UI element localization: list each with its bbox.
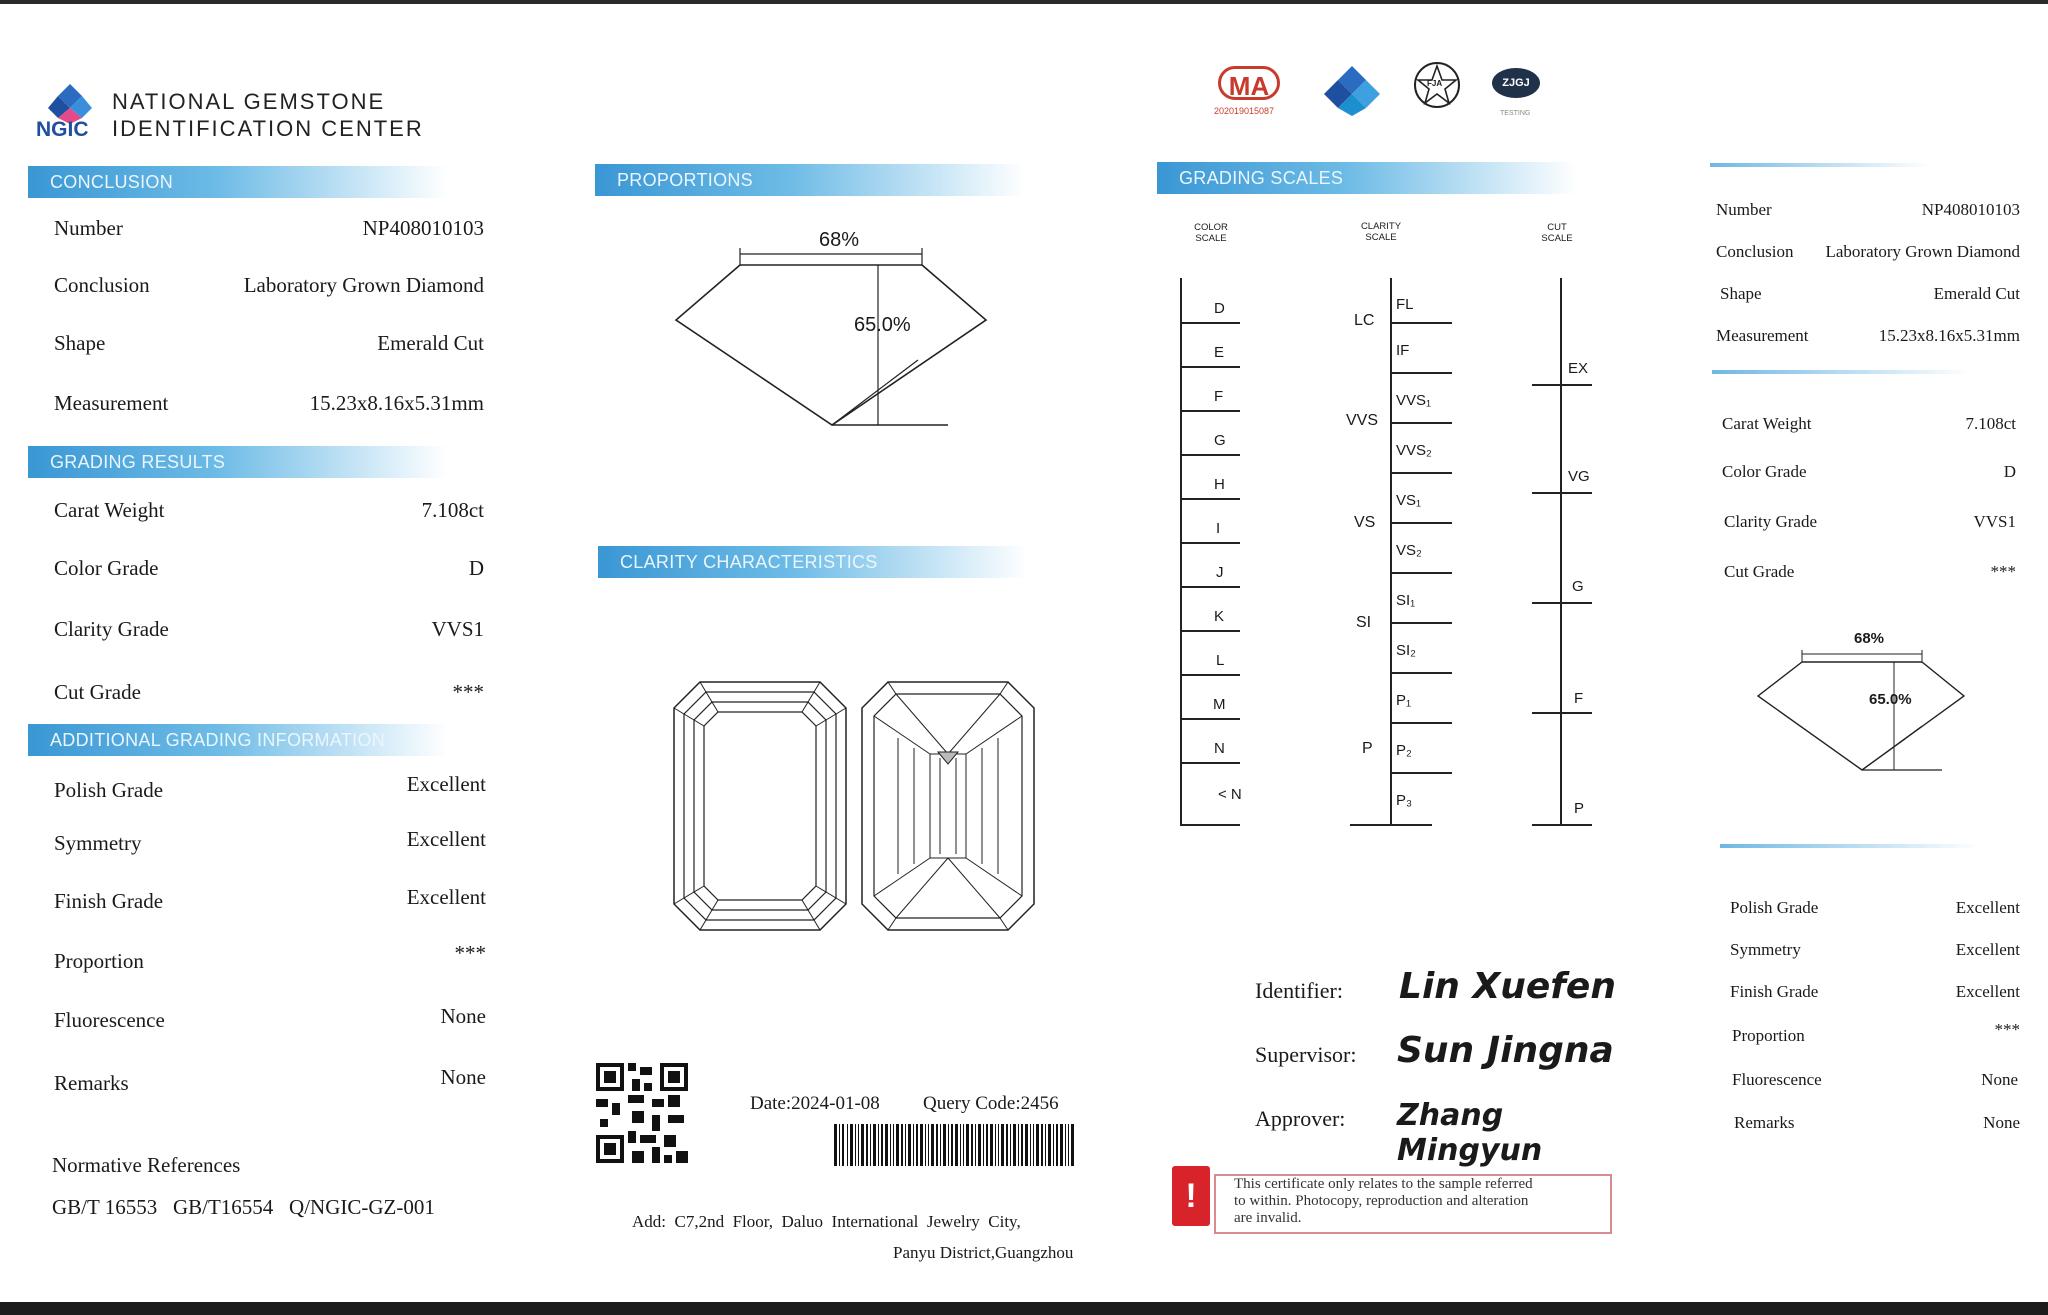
summary-divider-2 bbox=[1712, 370, 1972, 374]
cma-number: 202019015087 bbox=[1214, 106, 1275, 116]
cut-grade-f bbox=[1532, 604, 1592, 714]
summary-row-polish bbox=[1730, 898, 2020, 922]
grading-scales-title: GRADING SCALES bbox=[1179, 168, 1344, 188]
signature-identifier bbox=[1255, 966, 1655, 1016]
clarity-grade-label: P₂ bbox=[1396, 742, 1412, 759]
color-grade-label: N bbox=[1214, 740, 1225, 757]
address-line1: Add: C7,2nd Floor, Daluo International Jewelry City, bbox=[632, 1212, 1021, 1231]
normative-title: Normative References bbox=[52, 1153, 241, 1177]
clarity-grade-vvs2 bbox=[1390, 424, 1452, 474]
color-grade-label: L bbox=[1216, 652, 1225, 669]
summary-table-percentage: 68% bbox=[1854, 630, 1885, 647]
row-label: Measurement bbox=[1716, 326, 1809, 345]
row-label: Finish Grade bbox=[54, 889, 164, 913]
zjgj-badge bbox=[1492, 66, 1542, 120]
color-grade-l bbox=[1180, 632, 1240, 676]
summary-row-measurement bbox=[1716, 326, 2020, 350]
clarity-grade-si2 bbox=[1390, 624, 1452, 674]
clarity-scale bbox=[1330, 278, 1450, 828]
row-label: Polish Grade bbox=[54, 778, 164, 802]
signature-role: Identifier: bbox=[1255, 978, 1343, 1003]
cut-scale-title-line2: SCALE bbox=[1541, 233, 1573, 244]
conclusion-title: CONCLUSION bbox=[50, 172, 174, 192]
barcode bbox=[834, 1124, 1076, 1166]
cut-grade-ex bbox=[1532, 278, 1592, 386]
color-scale-title-line2: SCALE bbox=[1195, 233, 1227, 244]
additional-row-fluorescence bbox=[54, 1004, 486, 1036]
row-label: Polish Grade bbox=[1730, 898, 1819, 917]
row-value: NP408010103 bbox=[1921, 200, 2020, 219]
cma-badge bbox=[1214, 66, 1286, 120]
summary-row-number bbox=[1716, 200, 2020, 224]
clarity-grade-fl bbox=[1390, 278, 1452, 324]
summary-row-carat bbox=[1722, 414, 2016, 438]
conclusion-row-number bbox=[54, 216, 484, 244]
diamond-emblem-icon bbox=[1320, 62, 1384, 118]
summary-row-clarity bbox=[1724, 512, 2016, 536]
signature-name: Lin Xuefen bbox=[1399, 966, 1616, 1007]
color-grade-label: G bbox=[1214, 432, 1226, 449]
row-label: Number bbox=[54, 216, 123, 240]
color-grade-k bbox=[1180, 588, 1240, 632]
cut-grade-label: EX bbox=[1568, 360, 1589, 377]
row-label: Conclusion bbox=[54, 273, 150, 297]
proportions-title: PROPORTIONS bbox=[617, 170, 753, 190]
summary-row-cut bbox=[1724, 562, 2016, 586]
row-value: D bbox=[2003, 462, 2016, 481]
clarity-grade-label: VS₂ bbox=[1396, 542, 1422, 559]
clarity-grade-label: P₁ bbox=[1396, 692, 1412, 709]
additional-title: ADDITIONAL GRADING INFORMATION bbox=[50, 730, 386, 750]
table-percentage: 68% bbox=[819, 229, 860, 251]
warning-box bbox=[1172, 1166, 1614, 1236]
fja-label: FJA bbox=[1427, 79, 1443, 88]
org-name-line1: NATIONAL GEMSTONE bbox=[112, 89, 386, 114]
summary-divider-1 bbox=[1710, 163, 1930, 167]
color-scale bbox=[1180, 278, 1250, 828]
color-grade-label: I bbox=[1216, 520, 1221, 537]
row-label: Carat Weight bbox=[54, 498, 165, 522]
row-value: Emerald Cut bbox=[1933, 284, 2020, 303]
cut-grade-g bbox=[1532, 494, 1592, 604]
qr-code bbox=[596, 1063, 688, 1163]
color-grade-label: K bbox=[1214, 608, 1225, 625]
color-grade-m bbox=[1180, 676, 1240, 720]
row-label: Symmetry bbox=[1730, 940, 1801, 959]
row-value: 15.23x8.16x5.31mm bbox=[1878, 326, 2020, 345]
grading-results-title: GRADING RESULTS bbox=[50, 452, 226, 472]
address-line2: Panyu District,Guangzhou bbox=[893, 1243, 1074, 1262]
additional-row-remarks bbox=[54, 1065, 486, 1099]
cut-grade-label: P bbox=[1574, 800, 1585, 817]
row-value: Excellent bbox=[1955, 940, 2020, 959]
row-value: VVS1 bbox=[431, 617, 484, 641]
conclusion-row-conclusion bbox=[54, 273, 484, 301]
row-value: Excellent bbox=[1955, 898, 2020, 917]
clarity-grade-p2 bbox=[1390, 724, 1452, 774]
summary-row-fluorescence bbox=[1732, 1070, 2018, 1094]
grading-row-cut bbox=[54, 680, 484, 708]
grading-row-color bbox=[54, 556, 484, 584]
color-grade-e bbox=[1180, 324, 1240, 368]
additional-header bbox=[28, 724, 448, 756]
cut-grade-p bbox=[1532, 714, 1592, 822]
color-grade-d bbox=[1180, 278, 1240, 324]
cut-scale-title bbox=[1540, 222, 1574, 244]
row-label: Symmetry bbox=[54, 831, 142, 855]
emerald-crown-view bbox=[670, 678, 850, 935]
org-name bbox=[112, 88, 424, 142]
summary-divider-3 bbox=[1720, 844, 1980, 848]
color-grade-below-n bbox=[1180, 764, 1240, 822]
row-label: Number bbox=[1716, 200, 1772, 219]
row-value: Excellent bbox=[406, 885, 486, 909]
logo-text: NGIC bbox=[36, 118, 89, 141]
row-value: VVS1 bbox=[1973, 512, 2016, 531]
row-label: Measurement bbox=[54, 391, 169, 415]
cut-grade-label: VG bbox=[1568, 468, 1590, 485]
color-grade-label: D bbox=[1214, 300, 1225, 317]
clarity-scale-base bbox=[1350, 824, 1432, 826]
color-grade-i bbox=[1180, 500, 1240, 544]
row-value: Emerald Cut bbox=[377, 331, 484, 355]
warning-icon: ! bbox=[1172, 1166, 1210, 1226]
additional-row-finish bbox=[54, 885, 486, 917]
summary-row-remarks bbox=[1734, 1113, 2020, 1137]
proportion-diagram bbox=[660, 230, 1000, 430]
conclusion-row-measurement bbox=[54, 391, 484, 419]
color-scale-title-line1: COLOR bbox=[1194, 222, 1228, 233]
org-name-line2: IDENTIFICATION CENTER bbox=[112, 116, 424, 141]
fja-badge bbox=[1412, 60, 1462, 110]
color-grade-label: H bbox=[1214, 476, 1225, 493]
warning-text-line3: are invalid. bbox=[1234, 1210, 1302, 1226]
issue-date: Date:2024-01-08 bbox=[750, 1093, 880, 1114]
row-label: Clarity Grade bbox=[1724, 512, 1817, 531]
row-value: NP408010103 bbox=[362, 216, 484, 240]
bottom-edge bbox=[0, 1302, 2048, 1315]
clarity-grade-label: VVS₂ bbox=[1396, 442, 1432, 459]
clarity-grade-if bbox=[1390, 324, 1452, 374]
color-grade-n bbox=[1180, 720, 1240, 764]
summary-row-color bbox=[1722, 462, 2016, 486]
row-value: Laboratory Grown Diamond bbox=[243, 273, 484, 297]
row-label: Shape bbox=[54, 331, 106, 355]
row-value: *** bbox=[1990, 562, 2016, 581]
signature-supervisor bbox=[1255, 1030, 1655, 1080]
summary-row-symmetry bbox=[1730, 940, 2020, 964]
row-value: Excellent bbox=[406, 772, 486, 796]
clarity-grade-label: FL bbox=[1396, 296, 1414, 313]
row-label: Finish Grade bbox=[1730, 982, 1819, 1001]
summary-row-conclusion bbox=[1716, 242, 2020, 266]
signature-role: Supervisor: bbox=[1255, 1042, 1357, 1067]
cut-scale-title-line1: CUT bbox=[1547, 222, 1567, 233]
row-label: Remarks bbox=[54, 1071, 129, 1095]
zjgj-logo: ZJGJ bbox=[1492, 68, 1540, 98]
cut-grade-label: G bbox=[1572, 578, 1584, 595]
clarity-group-vvs: VVS bbox=[1346, 412, 1379, 429]
row-value: *** bbox=[454, 941, 486, 965]
color-grade-h bbox=[1180, 456, 1240, 500]
row-value: 7.108ct bbox=[421, 498, 484, 522]
clarity-group-lc: LC bbox=[1354, 312, 1375, 329]
zjgj-sub: TESTING bbox=[1500, 110, 1531, 117]
clarity-grade-label: IF bbox=[1396, 342, 1410, 359]
proportions-header bbox=[595, 164, 1025, 196]
row-label: Fluorescence bbox=[54, 1008, 165, 1032]
conclusion-header bbox=[28, 166, 448, 198]
clarity-characteristics-title: CLARITY CHARACTERISTICS bbox=[620, 552, 878, 572]
row-value: None bbox=[440, 1065, 486, 1089]
cut-grade-label: F bbox=[1574, 690, 1584, 707]
clarity-grade-label: SI₂ bbox=[1396, 642, 1416, 659]
cma-logo: MA bbox=[1218, 66, 1280, 100]
cut-scale bbox=[1532, 278, 1602, 828]
summary-proportion-diagram bbox=[1752, 640, 1972, 774]
summary-row-finish bbox=[1730, 982, 2020, 1006]
row-value: Laboratory Grown Diamond bbox=[1825, 242, 2020, 261]
summary-row-proportion bbox=[1732, 1020, 2020, 1050]
clarity-grade-vs2 bbox=[1390, 524, 1452, 574]
clarity-scale-title bbox=[1356, 221, 1406, 243]
row-label: Shape bbox=[1720, 284, 1762, 303]
clarity-scale-title-line2: SCALE bbox=[1365, 232, 1397, 243]
clarity-grade-label: VVS₁ bbox=[1396, 392, 1432, 409]
signature-role: Approver: bbox=[1255, 1106, 1346, 1131]
row-value: Excellent bbox=[1955, 982, 2020, 1001]
row-value: *** bbox=[1994, 1020, 2020, 1039]
clarity-grade-label: VS₁ bbox=[1396, 492, 1422, 509]
color-grade-label: E bbox=[1214, 344, 1225, 361]
cut-grade-vg bbox=[1532, 386, 1592, 494]
color-scale-title bbox=[1190, 222, 1232, 244]
row-value: None bbox=[1983, 1113, 2020, 1132]
clarity-grade-p3 bbox=[1390, 774, 1452, 822]
clarity-grade-label: P₃ bbox=[1396, 792, 1413, 809]
clarity-group-vs: VS bbox=[1354, 514, 1376, 531]
warning-text-line2: to within. Photocopy, reproduction and alteration bbox=[1234, 1193, 1529, 1209]
signature-name: Sun Jingna bbox=[1397, 1030, 1614, 1071]
color-grade-label: J bbox=[1216, 564, 1224, 581]
conclusion-row-shape bbox=[54, 331, 484, 359]
color-grade-j bbox=[1180, 544, 1240, 588]
query-code: Query Code:2456 bbox=[923, 1093, 1059, 1114]
additional-row-proportion bbox=[54, 941, 486, 977]
depth-percentage: 65.0% bbox=[854, 314, 911, 336]
clarity-group-si: SI bbox=[1356, 614, 1372, 631]
clarity-grade-vvs1 bbox=[1390, 374, 1452, 424]
row-value: D bbox=[468, 556, 484, 580]
additional-row-symmetry bbox=[54, 827, 486, 859]
summary-row-shape bbox=[1720, 284, 2020, 308]
row-label: Cut Grade bbox=[54, 680, 141, 704]
clarity-grade-p1 bbox=[1390, 674, 1452, 724]
row-label: Remarks bbox=[1734, 1113, 1795, 1132]
clarity-characteristics-header bbox=[598, 546, 1028, 578]
color-grade-label: F bbox=[1214, 388, 1224, 405]
row-label: Carat Weight bbox=[1722, 414, 1812, 433]
additional-row-polish bbox=[54, 772, 486, 806]
signature-approver bbox=[1255, 1094, 1655, 1168]
color-grade-g bbox=[1180, 412, 1240, 456]
cut-scale-base bbox=[1532, 824, 1592, 826]
color-scale-base bbox=[1180, 824, 1240, 826]
color-grade-label: < N bbox=[1218, 786, 1242, 803]
warning-text-line1: This certificate only relates to the sample referred bbox=[1234, 1176, 1533, 1192]
row-label: Color Grade bbox=[1722, 462, 1807, 481]
row-label: Proportion bbox=[54, 949, 144, 973]
clarity-group-p: P bbox=[1362, 740, 1373, 757]
clarity-grade-si1 bbox=[1390, 574, 1452, 624]
row-value: None bbox=[440, 1004, 486, 1028]
summary-depth-percentage: 65.0% bbox=[1869, 691, 1912, 708]
clarity-scale-title-line1: CLARITY bbox=[1360, 221, 1402, 232]
grading-results-header bbox=[28, 446, 448, 478]
normative-refs: GB/T 16553 GB/T16554 Q/NGIC-GZ-001 bbox=[52, 1195, 435, 1219]
row-value: Excellent bbox=[406, 827, 486, 851]
emerald-pavilion-view bbox=[858, 678, 1038, 935]
clarity-grade-label: SI₁ bbox=[1396, 592, 1416, 609]
top-edge bbox=[0, 0, 2048, 4]
row-label: Clarity Grade bbox=[54, 617, 169, 641]
signature-name: Zhang Mingyun bbox=[1397, 1098, 1543, 1168]
warning-text bbox=[1234, 1176, 1533, 1227]
row-value: None bbox=[1981, 1070, 2018, 1089]
row-label: Fluorescence bbox=[1732, 1070, 1822, 1089]
grading-row-clarity bbox=[54, 617, 484, 645]
row-value: 15.23x8.16x5.31mm bbox=[309, 391, 484, 415]
ngic-logo bbox=[38, 80, 102, 142]
color-grade-label: M bbox=[1213, 696, 1226, 713]
grading-scales-header bbox=[1157, 162, 1577, 194]
row-label: Proportion bbox=[1732, 1026, 1805, 1045]
row-label: Cut Grade bbox=[1724, 562, 1795, 581]
row-label: Conclusion bbox=[1716, 242, 1794, 261]
row-value: *** bbox=[452, 680, 484, 704]
color-grade-f bbox=[1180, 368, 1240, 412]
grading-row-carat bbox=[54, 498, 484, 526]
row-value: 7.108ct bbox=[1965, 414, 2016, 433]
row-label: Color Grade bbox=[54, 556, 159, 580]
clarity-grade-vs1 bbox=[1390, 474, 1452, 524]
